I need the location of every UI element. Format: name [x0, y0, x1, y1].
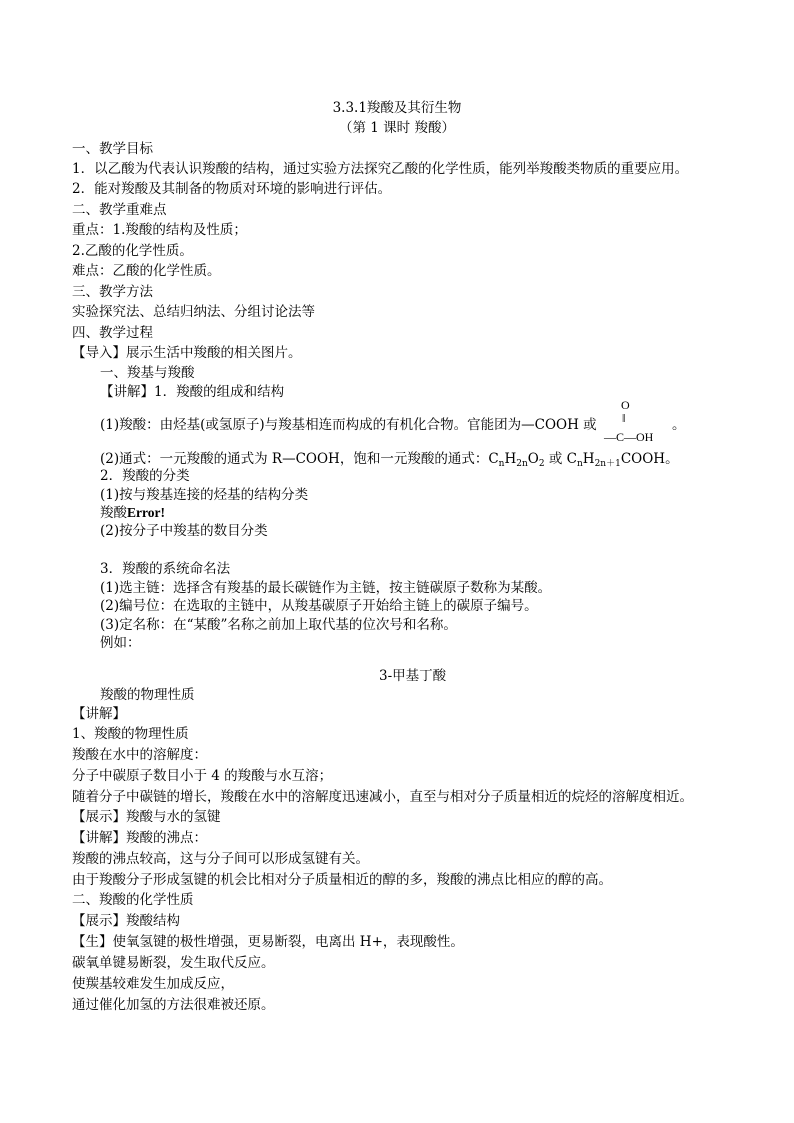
key-point-1: 重点：1.羧酸的结构及性质；	[72, 222, 247, 238]
difficulty-point: 难点：乙酸的化学性质。	[72, 263, 221, 279]
formula-sub-2: 2n	[516, 459, 528, 469]
naming-heading: 3．羧酸的系统命名法	[100, 561, 231, 577]
chemical-2: 碳氧单键易断裂，发生取代反应。	[72, 955, 275, 971]
naming-step-3: (3)定名称：在“某酸”名称之前加上取代基的位次号和名称。	[100, 617, 457, 633]
show-structure: 【展示】羧酸结构	[72, 913, 180, 929]
classification-heading: 2．羧酸的分类	[100, 468, 190, 484]
formula-sub-5: 2n＋1	[594, 459, 621, 469]
part-heading-chemical: 二、羧酸的化学性质	[72, 892, 194, 908]
formula-sub-1: n	[498, 459, 505, 469]
lecture-boiling-point: 【讲解】羧酸的沸点：	[72, 830, 207, 846]
formula-part-1: (2)通式：一元羧酸的通式为 R—COOH，饱和一元羧酸的通式：C	[100, 451, 499, 467]
solubility-1: 分子中碳原子数目小于 4 的羧酸与水互溶；	[72, 768, 333, 784]
definition-end: 。	[672, 417, 686, 433]
doc-subtitle: （第 1 课时 羧酸）	[339, 120, 455, 136]
formula-part-5: H	[582, 451, 595, 467]
carboxyl-structure-formula	[600, 398, 680, 448]
lecture-composition: 【讲解】1．羧酸的组成和结构	[100, 384, 285, 400]
formula-part-6: COOH。	[620, 451, 679, 467]
section-heading-process: 四、教学过程	[72, 325, 153, 341]
section-heading-key-points: 二、教学重难点	[72, 202, 167, 218]
definition-line	[100, 415, 597, 435]
goal-2: 2．能对羧酸及其制备的物质对环境的影响进行评估。	[72, 181, 392, 197]
error-marker: Error!	[127, 505, 165, 520]
classification-error-line	[100, 503, 165, 523]
chemical-1: 【生】使氧氢键的极性增强，更易断裂，电离出 H+，表现酸性。	[72, 934, 464, 950]
classification-error-label: 羧酸	[100, 505, 127, 521]
physical-properties-title: 1、羧酸的物理性质	[72, 726, 189, 742]
goal-1: 1．以乙酸为代表认识羧酸的结构，通过实验方法探究乙酸的化学性质，能列举羧酸类物质的重要应用。	[72, 161, 689, 177]
chemical-3: 使羰基较难发生加成反应，	[72, 976, 234, 992]
naming-step-1: (1)选主链：选择含有羧基的最长碳链作为主链，按主链碳原子数称为某酸。	[100, 580, 552, 596]
formula-part-4: 或 C	[544, 451, 577, 467]
definition-text: (1)羧酸：由烃基(或氢原子)与羧基相连而构成的有机化合物。官能团为—COOH 或	[100, 417, 597, 433]
methods-text: 实验探究法、总结归纳法、分组讨论法等	[72, 304, 315, 320]
example-label: 例如：	[100, 635, 141, 651]
doc-title: 3.3.1羧酸及其衍生物	[332, 100, 462, 116]
formula-sub-3: 2	[538, 459, 545, 469]
section-heading-goals: 一、教学目标	[72, 141, 153, 157]
solubility-title: 羧酸在水中的溶解度：	[72, 747, 207, 763]
boiling-point-2: 由于羧酸分子形成氢键的机会比相对分子质量相近的醇的多，羧酸的沸点比相应的醇的高。	[72, 872, 612, 888]
classification-2: (2)按分子中羧基的数目分类	[100, 523, 268, 539]
naming-step-2: (2)编号位：在选取的主链中，从羧基碳原子开始给主链上的碳原子编号。	[100, 598, 538, 614]
section-heading-methods: 三、教学方法	[72, 284, 153, 300]
struct-oxygen: O	[621, 398, 630, 412]
example-name: 3-甲基丁酸	[379, 668, 447, 684]
show-hydrogen-bond: 【展示】羧酸与水的氢键	[72, 809, 221, 825]
part-heading-carboxyl: 一、羧基与羧酸	[100, 365, 195, 381]
solubility-2: 随着分子中碳链的增长，羧酸在水中的溶解度迅速减小，直至与相对分子质量相近的烷烃的溶解度相近。	[72, 789, 693, 805]
intro-text: 【导入】展示生活中羧酸的相关图片。	[72, 345, 302, 361]
struct-chain: —C—OH	[604, 430, 654, 444]
lecture-label: 【讲解】	[72, 706, 126, 722]
classification-1: (1)按与羧基连接的烃基的结构分类	[100, 487, 309, 503]
formula-part-2: H	[504, 451, 517, 467]
formula-sub-4: n	[577, 459, 583, 469]
physical-heading: 羧酸的物理性质	[100, 687, 195, 703]
formula-part-3: O	[527, 451, 539, 467]
boiling-point-1: 羧酸的沸点较高，这与分子间可以形成氢键有关。	[72, 851, 369, 867]
struct-double-bond: ‖	[622, 411, 626, 425]
chemical-4: 通过催化加氢的方法很难被还原。	[72, 997, 275, 1013]
key-point-2: 2.乙酸的化学性质。	[72, 243, 193, 259]
